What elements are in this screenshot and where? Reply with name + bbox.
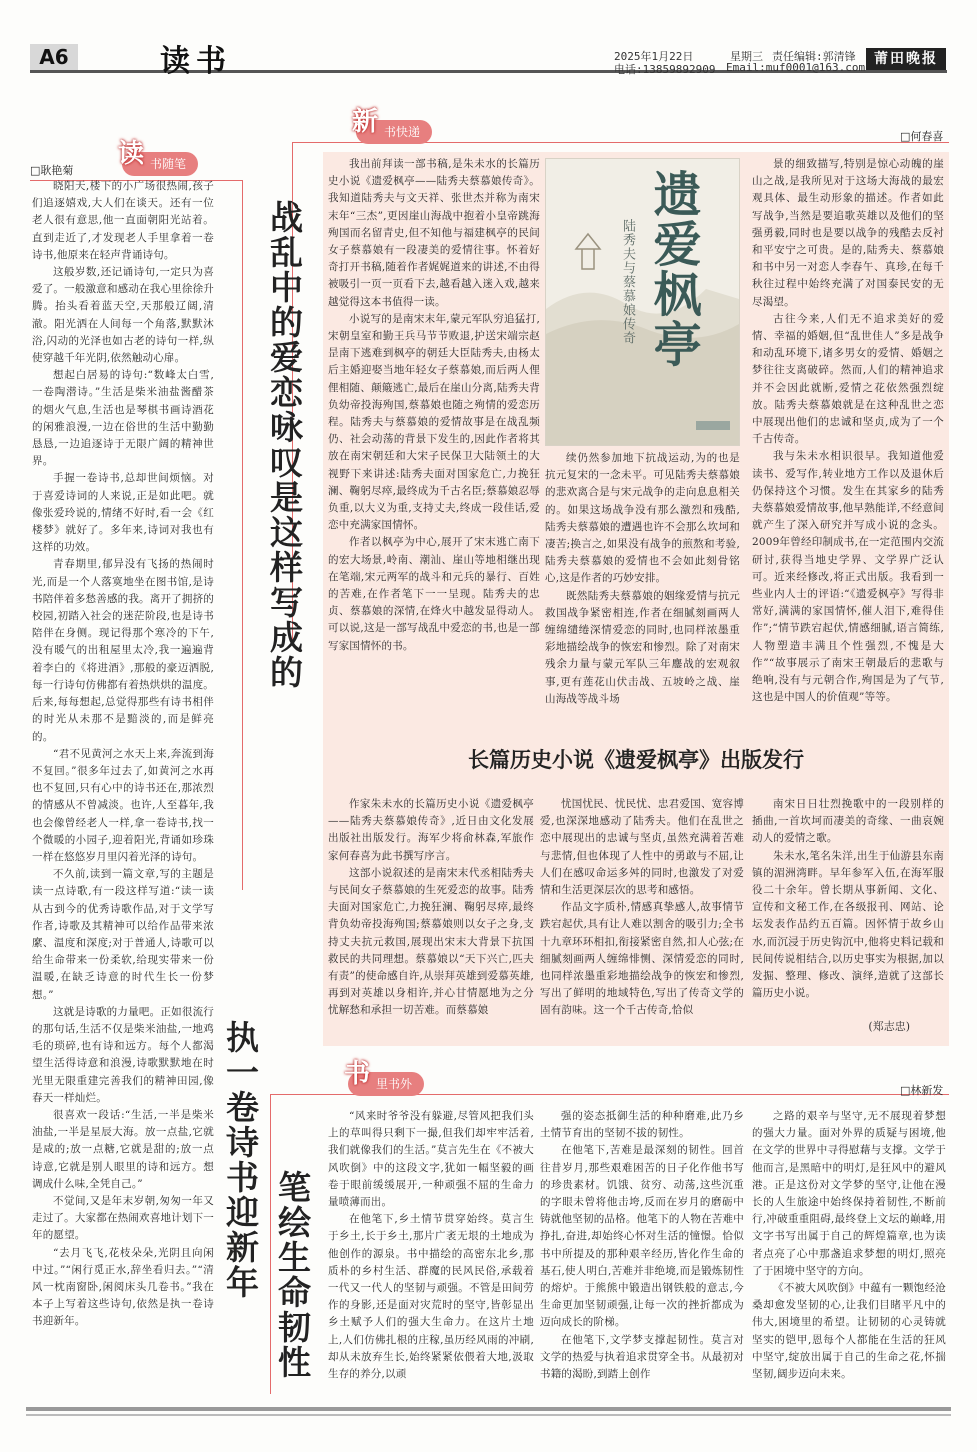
release-paragraph: 朱未水,笔名朱洋,出生于仙游县东南镇的湄洲湾畔。早年参军入伍,在海军服役二十余年。曾长期从事新闻、文化、宣传和文秘工作,在各级报刊、网站、论坛发表作品约五百篇。因怀情于故乡山水,而沉浸于历史钩沉中,他将史料记载和民间传说相结合,以历史事实为根据,加以发掘、整理、修改、演绎,造就了这部长篇历史小说。 (752, 849, 944, 1000)
author-outside: □林新发 (900, 1084, 944, 1097)
release-col2 (540, 796, 744, 1042)
reading-essay-paragraph: 很喜欢一段话:“生活,一半是柴米油盐,一半是星辰大海。放一点盐,它就是咸的;放一点糖,它就是甜的;放一点诗意,它就是别人眼里的诗和远方。想调成什么味,全凭自己。” (32, 1108, 214, 1190)
main-col3 (752, 156, 944, 716)
review-paragraph: 我出前拜读一部书稿,是朱未水的长篇历史小说《遗爱枫亭——陆秀夫蔡慕娘传奇》。我知道陆秀夫与文天祥、张世杰并称为南宋末年“三杰”,更因崖山海战中抱着小皇帝跳海殉国而名留青史,但不知他与福建枫亭的民间女子蔡慕娘有一段凄美的爱情往事。怀着好奇打开书稿,随着作者娓娓道来的讲述,不由得被吸引一页一页看下去,越看越入迷入戏,越来越觉得这本书值得一读。 (328, 158, 540, 308)
outside-essay-paragraph: 在他笔下,文学梦支撑起韧性。莫言对文学的热爱与执着追求贯穿全书。从最初对书籍的渴盼,到踏上创作 (540, 1333, 744, 1381)
review-paragraph: 既然陆秀夫蔡慕娘的姻缘爱情与抗元救国战争紧密相连,作者在细腻刻画两人缠绵缱绻深情爱恋的同时,也同样浓墨重彩地描绘战争的恢宏和惨烈。除了对南宋残余力量与蒙元军队三年鏖战的宏观叙事,更有莲花山伏击战、五坡岭之战、崖山海战等战斗场 (545, 589, 740, 705)
release-paragraph: 南宋日日壮烈挽歌中的一段别样的插曲,一首坎坷而凄美的奇缘、一曲哀婉动人的爱情之歌。 (752, 798, 944, 845)
contact-phone: 电话:13859892909 (614, 63, 716, 76)
release-paragraph: 作品文字质朴,情感真挚感人,故事情节跌宕起伏,具有让人难以割舍的吸引力;全书十九章环环相扣,衔接紧密自然,扣人心弦;在细腻刻画两人缠绵悱恻、深情爱恋的同时,也同样浓墨重彩地描绘战争的恢宏和惨烈,写出了鲜明的地域特色,写出了传奇文学的固有韵味。这一个千古传奇,恰似 (540, 901, 744, 1017)
review-paragraph: 景的细致描写,特别是惊心动魄的崖山之战,是我所见对于这场大海战的最宏观具体、最生动形象的描述。作者如此写战争,当然是要追歌英雄以及他们的坚强勇毅,同时也是要以战争的残酷去反衬和平安宁之可贵。是的,陆秀夫、蔡慕娘和书中另一对恋人李春午、真珍,在每千秋往过程中始终充满了对国泰民安的无尽渴望。 (752, 158, 944, 308)
outside-essay-paragraph: 《不被大风吹倒》中蕴有一颗饱经沧桑却愈发坚韧的心,让我们目睹平凡中的伟大,困境里的希望。让韧韧的心灵铸就坚实的铠甲,恩每个人都能在生活的狂风中坚守,绽放出属于自己的生命之花,怀揣坚韧,阔步迈向未来。 (752, 1282, 946, 1381)
outside-col2 (540, 1108, 744, 1400)
reading-essay-paragraph: 这就是诗歌的力量吧。正如很流行的那句话,生活不仅是柴米油盐,一地鸡毛的琐碎,也有诗和远方。每个人都渴望生活得诗意和浪漫,诗歌默默地在时光里无限重建完善我们的精神田园,像春天一样灿烂。 (32, 1005, 214, 1104)
left-column (32, 178, 214, 1403)
tag-outside-label: 里书外 (376, 1077, 413, 1091)
contact-email: Email:muf0001@163.com (726, 61, 866, 74)
article3-title: 笔绘生命韧性 (273, 1170, 312, 1380)
book-cover-art (546, 159, 739, 445)
tag-new-books (352, 107, 432, 144)
outside-essay-paragraph: 在他笔下,乡土情节贯穿始终。莫言生于乡土,长于乡土,那片广袤无垠的土地成为他创作的源泉。书中描绘的高密东北乡,那质朴的乡村生活、群魔的民风民俗,承载着一代又一代人的坚韧与顽强。不管是田间劳作的身影,还是面对灾荒时的坚守,皆彰显出乡土赋予人们的强大生命力。在这片土地上,人们仿佛扎根的庄稼,虽历经风雨的冲刷,却从未放弃生长,始终紧紧依偎着大地,汲取生存的养分,以顽 (328, 1213, 534, 1381)
reading-essay-paragraph: 晓阳天,楼下的小广场很热闹,孩子们追逐嬉戏,大人们在谈天。还有一位老人很有意思,他一直面朝阳光站着。直到走近了,才发现老人手里拿着一卷诗书,他原来在轻声背诵诗句。 (32, 180, 214, 261)
release-paragraph: 忧国忧民、忧民忧、忠君爱国、宽容博爱,也深深地感动了陆秀夫。他们在乱世之恋中展现出的忠诚与坚贞,虽然充满着苦难与悲情,但也体现了人性中的勇敢与不屈,让人们在感叹命运多舛的同时,也激发了对爱情和生活更深层次的思考和感悟。 (540, 798, 744, 897)
main-col2 (545, 450, 740, 716)
release-credit: (郑志忠) (868, 1020, 910, 1033)
reading-essay-paragraph: 不觉间,又是年末岁朝,匆匆一年又走过了。大家都在热闹欢喜地计划下一年的愿望。 (32, 1194, 214, 1242)
release-paragraph: 作家朱未水的长篇历史小说《遗爱枫亭——陆秀夫蔡慕娘传奇》,近日由文化发展出版社出版发行。海军少将俞林森,军旅作家何春喜为此书撰写序言。 (328, 798, 534, 862)
review-paragraph: 作者以枫亭为中心,展开了宋末逃亡南下的宏大场景,岭南、潮汕、崖山等地相继出现在笔端,宋元两军的战斗和元兵的暴行、百姓的苦难,在作者笔下一一呈现。陆秀夫的忠贞、蔡慕娘的深情,在烽火中越发显得动人。可以说,这是一部写战乱中爱恋的书,也是一部写家国情怀的书。 (328, 536, 540, 652)
page-number: A6 (30, 44, 78, 70)
review-paragraph: 小说写的是南宋末年,蒙元军队穷追猛打,宋朝皇室和勤王兵马节节败退,护送宋端宗赵昰南下逃难到枫亭的朝廷大臣陆秀夫,由杨太后主婚迎娶当地年轻女子蔡慕娘,而后两人俚俚相随、颠簸逃亡,最后在崖山分离,陆秀夫背负幼帝投海殉国,蔡慕娘也随之殉情的爱恋历程。陆秀夫与蔡慕娘的爱情故事是在战乱频仍、社会动荡的背景下发生的,因此作者将其放在南宋朝廷和大宋子民保卫大陆领土的大视野下来讲述:陆秀夫面对国家危亡,力挽狂澜、鞠躬尽瘁,最终成为千古名臣;蔡慕娘忍辱负重,以大义为重,支持丈夫,终成一段佳话,爱恋中充满家国情怀。 (328, 312, 540, 532)
review-paragraph: 古往今来,人们无不追求美好的爱情、幸福的婚姻,但“乱世佳人”多是战争和动乱环境下,诸多男女的爱情、婚姻之梦往往支离破碎。然而,人们的精神追求并不会因此就断,爱情之花依然强烈绽放。陆秀夫蔡慕娘就是在这种乱世之恋中展现出他们的忠诚和坚贞,成为了一个千古传奇。 (752, 312, 944, 446)
tag-outside-char: 书 (344, 1059, 371, 1089)
reading-essay-paragraph: 青春期里,郁异没有飞扬的热闹时光,而是一个人落寞地坐在图书馆,是诗书陪伴着多愁善感的我。离开了拥挤的校园,初踏入社会的迷茫阶段,也是诗书陪伴在身侧。现记得那个寒冷的下午,没有暖气的出租屋里太冷,我一遍遍背着李白的《将进酒》,那般的豪迈洒脱,每一行诗句仿佛都有着热烘烘的温度。后来,每每想起,总觉得那些有诗书相伴的时光从未那不是黯淡的,而是鲜亮的。 (32, 558, 214, 743)
issue-date: 2025年1月22日 (614, 50, 694, 63)
outside-col1 (328, 1108, 534, 1400)
release-paragraph: 这部小说叙述的是南宋末代丞相陆秀夫与民间女子蔡慕娘的生死爱恋的故事。陆秀夫面对国家危亡,力挽狂澜、鞠躬尽瘁,最终背负幼帝投海殉国;蔡慕娘则以女子之身,支持丈夫抗元救国,展现出宋末大背景下抗国救民的共同理想。蔡慕娘以“天下兴亡,匹夫有责”的使命感自许,从崇拜英雄到爱慕英雄,再到对英雄以身相许,并心甘情愿地为之分忧解愁和承担一切苦难。而蔡慕娘 (328, 866, 534, 1017)
outside-essay-paragraph: 在他笔下,苦难是最深刻的韧性。回首往昔岁月,那些艰难困苦的日子化作他书写的珍贵素材。饥饿、贫穷、动荡,这些沉重的字眼未曾将他击垮,反而在岁月的磨砺中铸就他坚韧的品格。他笔下的人物在苦难中挣扎,奋进,却始终心怀对生活的憧憬。恰似书中所提及的那种艰辛经历,皆化作生命的基石,使人明白,苦难并非绝境,而是锻炼韧性的熔炉。于熊熊中锻造出钢铁般的意志,今生命更加坚韧顽强,让每一次的挫折都成为迈向成长的阶梯。 (540, 1144, 744, 1329)
tag-new-books-label: 书快递 (384, 125, 421, 139)
tag-reading-char: 读 (118, 139, 145, 169)
release-headline: 长篇历史小说《遗爱枫亭》出版发行 (468, 747, 804, 772)
outside-col3 (752, 1108, 946, 1400)
main-col1 (328, 156, 540, 716)
reading-essay-paragraph: 手握一卷诗书,总却世间烦恼。对于喜爱诗词的人来说,正是如此吧。就像张爱玲说的,情绪不好时,看一会《红楼梦》就好了。多年来,诗词对我也有这样的功效。 (32, 472, 214, 554)
reading-essay-paragraph: “去月飞飞,花枝朵朵,光阴且向闲中过。”“闲行觅正水,辞坐看归去。”“清风一枕南窗卧,闲阅床头几卷书。”我在本子上写着这些诗句,依然是执一卷诗书迎新年。 (32, 1246, 214, 1328)
release-col3 (752, 796, 944, 1006)
author-reading: □耿艳菊 (30, 164, 74, 177)
outside-essay-paragraph: 之路的艰辛与坚守,无不展现着梦想的强大力量。面对外界的质疑与困境,他在文学的世界中寻得慰藉与支撑。文学于他而言,是黑暗中的明灯,是狂风中的避风港。正是这份对文学梦的坚守,让他在漫长的人生旅途中始终保持着韧性,不断前行,冲破重重阻碍,最终登上文坛的巅峰,用文字书写出属于自己的辉煌篇章,也为读者点亮了心中那盏追求梦想的明灯,照亮了于困境中坚守的方向。 (752, 1110, 946, 1277)
article1-title: 战乱中的爱恋咏叹是这样写成的 (265, 200, 304, 690)
footer-rule-thin (26, 1414, 951, 1416)
review-paragraph: 续仍然参加地下抗战运动,为的也是抗元复宋的一念未平。可见陆秀夫蔡慕娘的悲欢离合是与宋元战争的走向息息相关的。如果这场战争没有那么激烈和残酷,陆秀夫蔡慕娘的遭遇也许不会那么坎坷和凄苦;换言之,如果没有战争的煎熬和考验,陆秀夫蔡慕娘的爱情也不会如此刻骨铭心,这是作者的巧妙安排。 (545, 452, 740, 585)
tag-reading (118, 139, 198, 176)
reading-essay-paragraph: 这般岁数,还记诵诗句,一定只为喜爱了。一般激意和感动在我心里徐徐升腾。抬头看着蓝天空,天那般辽阔,清澈。阳光洒在人间每一个角落,默默沐浴,闪动的光泽也如古老的诗句一样,纵使穿越千年光阴,依然触动心扉。 (32, 266, 214, 365)
review-paragraph: 我与朱未水相识很早。我知道他爱读书、爱写作,转业地方工作以及退休后仍保持这个习惯。发生在其家乡的陆秀夫蔡慕娘爱情故事,他早熟能详,不经意间就产生了深入研究并写成小说的念头。2009年曾经印制成书,在一定范围内交流研讨,获得当地史学界、文学界广泛认可。近来经修改,将正式出版。我看到一些业内人士的评语:“《遗爱枫亭》写得非常好,满满的家国情怀,催人泪下,难得佳作”;“情节跌宕起伏,情感细腻,语言简练,人物塑造丰满且个性强烈,不愧是大作”“故事展示了南宋王朝最后的悲歌与绝响,没有与元朝合作,殉国是为了气节,这也是中国人的价值观”等等。 (752, 450, 944, 704)
issue-weekday: 星期三 (730, 50, 763, 63)
editor-credit: 责任编辑:郭清锋 (772, 50, 856, 63)
outside-essay-paragraph: 强的姿态抵御生活的种种磨难,此乃乡土情节育出的坚韧不拔的韧性。 (540, 1110, 744, 1140)
section-title: 读书 (160, 44, 232, 79)
book-cover (545, 158, 740, 446)
tag-reading-label: 书随笔 (150, 157, 187, 171)
tag-new-books-char: 新 (352, 107, 379, 137)
reading-essay-paragraph: 想起白居易的诗句:“数峰太白雪,一卷陶潜诗。”生活是柴米油盐酱醋茶的烟火气息,生活也是琴棋书画诗酒花的闲雅浪漫,一边在俗世的生活中勤勤恳恳,一边追逐诗于无限广阔的精神世界。 (32, 369, 214, 468)
outside-essay-paragraph: “风来时爷爷没有躲避,尽管风把我们头上的草叫得只剩下一撮,但我们却牢牢活着,我们就像我们的生活。”莫言先生在《不被大风吹倒》中的这段文字,犹如一幅坚毅的画卷于眼前缓缓展开,一种顽强不屈的生命力量喷薄而出。 (328, 1110, 534, 1209)
book-cover-title: 遗爱枫亭 (645, 169, 701, 369)
release-col1 (328, 796, 534, 1042)
book-cover-subtitle: 陆秀夫与蔡慕娘传奇 (620, 219, 635, 345)
tag-outside (344, 1059, 424, 1096)
left-column-rule (242, 180, 243, 890)
reading-essay-paragraph: “君不见黄河之水天上来,奔流到海不复回。”很多年过去了,如黄河之水再也不复回,只有心中的诗书还在,那浓烈的情感从不曾减淡。也许,人至暮年,我也会像曾经老人一样,拿一卷诗书,找一个微暖的小园子,迎着阳光,背诵如珍珠一样在悠悠岁月里闪着光泽的诗句。 (32, 747, 214, 863)
footer-rule (26, 1407, 951, 1411)
newspaper-logo: 莆田晚报 (866, 48, 946, 70)
reading-essay-paragraph: 不久前,读到一篇文章,写的主题是读一点诗歌,有一段这样写道:“读一读从古到今的优秀诗歌作品,对于文学写作者,诗歌及其精神可以给作品带来浓縻、温度和深度;对于普通人,诗歌可以给生命带来一份柔软,给现实带来一份温暖,在缺乏诗意的时代生长一份梦想。” (32, 868, 214, 1001)
author-new-books: □何春喜 (900, 130, 944, 143)
bottom-title-line (270, 1094, 271, 1394)
article2-title: 执一卷诗书迎新年 (221, 1020, 260, 1300)
